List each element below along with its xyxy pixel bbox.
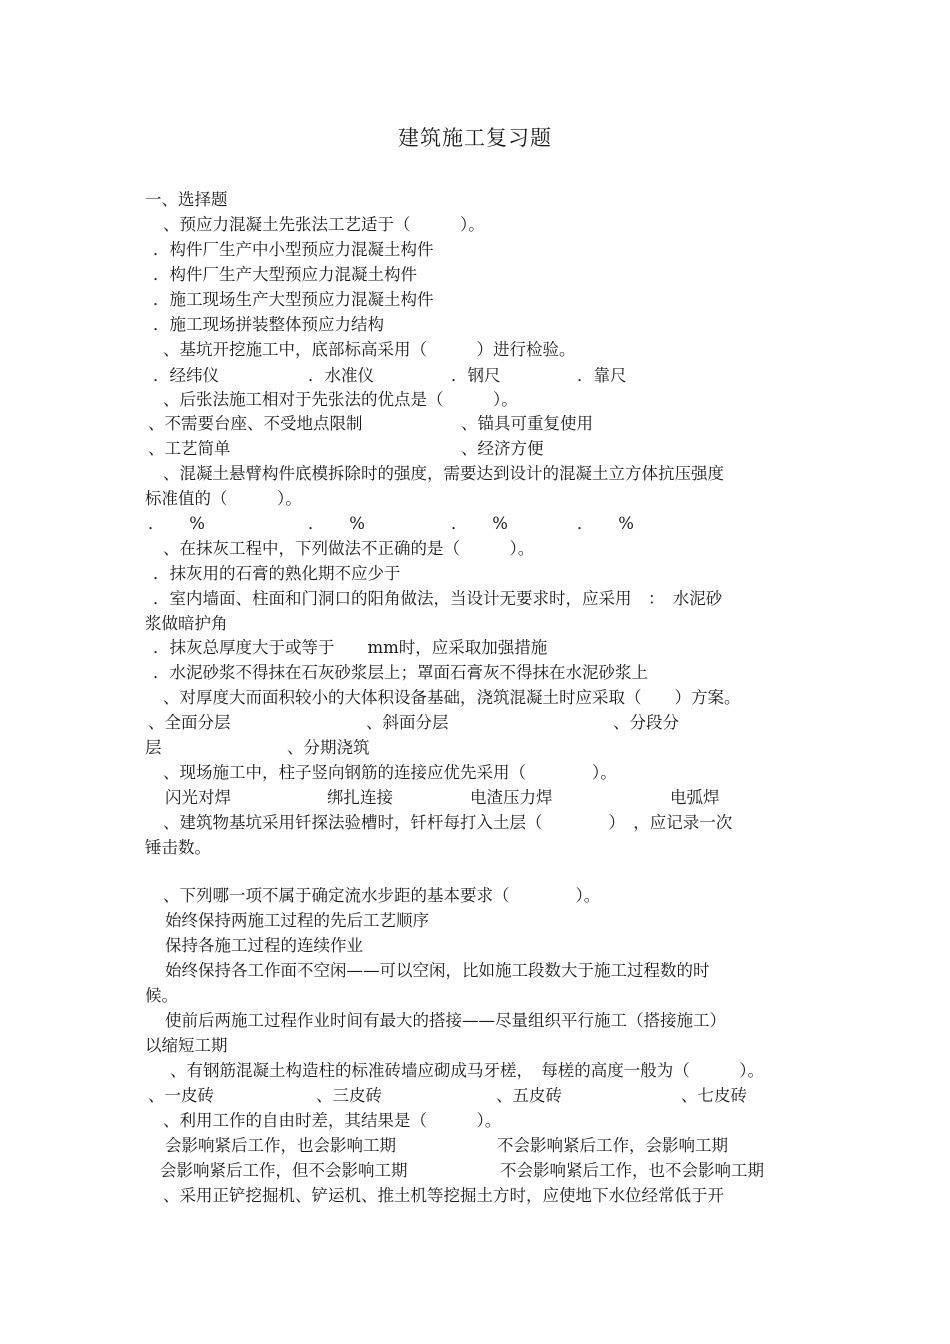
option-text: ． % [577,514,634,533]
text-line: 、现场施工中，柱子竖向钢筋的连接应优先采用（ ）。 [163,763,617,782]
text-line: 、下列哪一项不属于确定流水步距的基本要求（ ）。 [163,886,601,905]
option-text: 、全面分层 [148,713,231,732]
option-text: 层 [145,738,162,757]
text-line: 一、选择题 [145,190,228,209]
text-line: 标准值的（ ）。 [145,489,302,508]
text-line: 、在抹灰工程中，下列做法不正确的是（ ）。 [163,539,535,558]
option-text: 会影响紧后工作，也会影响工期 [165,1136,396,1155]
text-line: 浆做暗护角 [145,614,228,633]
option-text: 、七皮砖 [681,1086,747,1105]
option-text: ． % [451,514,508,533]
text-line: 保持各施工过程的连续作业 [165,936,363,955]
option-text: ．水准仪 [308,366,374,385]
option-text: ． % [148,514,205,533]
text-line: ．构件厂生产大型预应力混凝土构件 [153,265,417,284]
text-line: ．构件厂生产中小型预应力混凝土构件 [153,240,434,259]
option-text: 、经济方便 [461,439,544,458]
text-line: 、预应力混凝土先张法工艺适于（ ）。 [163,215,485,234]
option-text: 电渣压力焊 [470,788,553,807]
text-line: 、采用正铲挖掘机、铲运机、推土机等挖掘土方时，应使地下水位经常低于开 [163,1186,724,1205]
option-text: ．经纬仪 [153,366,219,385]
option-text: 电弧焊 [670,788,720,807]
text-line: 使前后两施工过程作业时间有最大的搭接——尽量组织平行施工（搭接施工） [165,1011,726,1030]
option-text: 闪光对焊 [165,788,231,807]
text-line: 、对厚度大而面积较小的大体积设备基础，浇筑混凝土时应采取（ ）方案。 [163,688,741,707]
text-line: 、基坑开挖施工中，底部标高采用（ ）进行检验。 [163,340,576,359]
option-text: 、一皮砖 [148,1086,214,1105]
option-text: 、斜面分层 [366,713,449,732]
option-text: 、工艺简单 [148,439,231,458]
option-text: 、不需要台座、不受地点限制 [148,414,363,433]
page-title: 建筑施工复习题 [398,126,552,150]
text-line: 始终保持两施工过程的先后工艺顺序 [165,911,429,930]
text-line: ．施工现场生产大型预应力混凝土构件 [153,290,434,309]
text-line: ．施工现场拼装整体预应力结构 [153,315,384,334]
text-line: 以缩短工期 [145,1036,228,1055]
text-line: ．水泥砂浆不得抹在石灰砂浆层上；罩面石膏灰不得抹在水泥砂浆上 [153,663,648,682]
text-line: ．抹灰总厚度大于或等于 mm时，应采取加强措施 [153,638,548,657]
option-text: 、五皮砖 [496,1086,562,1105]
option-text: 不会影响紧后工作，会影响工期 [497,1136,728,1155]
option-text: ．靠尺 [577,366,627,385]
text-line: 、建筑物基坑采用钎探法验槽时，钎杆每打入土层（ ） ，应记录一次 [163,813,733,832]
text-line: 锤击数。 [145,838,211,857]
option-text: 不会影响紧后工作，也不会影响工期 [500,1161,764,1180]
option-text: 绑扎连接 [327,788,393,807]
text-line: 始终保持各工作面不空闲——可以空闲，比如施工段数大于施工过程数的时 [165,961,710,980]
text-line: 候。 [145,986,178,1005]
text-line: 、利用工作的自由时差，其结果是（ ）。 [163,1111,502,1130]
option-text: ．钢尺 [451,366,501,385]
text-line: ．室内墙面、柱面和门洞口的阳角做法，当设计无要求时，应采用 ： 水泥砂 [153,589,723,608]
text-line: 、后张法施工相对于先张法的优点是（ ）。 [163,390,518,409]
option-text: 、分期浇筑 [287,738,370,757]
option-text: 、三皮砖 [316,1086,382,1105]
option-text: ． % [308,514,365,533]
text-line: 、有钢筋混凝土构造柱的标准砖墙应砌成马牙槎， 每槎的高度一般为（ ）。 [170,1061,764,1080]
text-line: 、混凝土悬臂构件底模拆除时的强度，需要达到设计的混凝土立方体抗压强度 [163,464,724,483]
option-text: 、锚具可重复使用 [461,414,593,433]
option-text: 会影响紧后工作，但不会影响工期 [160,1161,408,1180]
text-line: ．抹灰用的石膏的熟化期不应少于 [153,564,401,583]
option-text: 、分段分 [613,713,679,732]
